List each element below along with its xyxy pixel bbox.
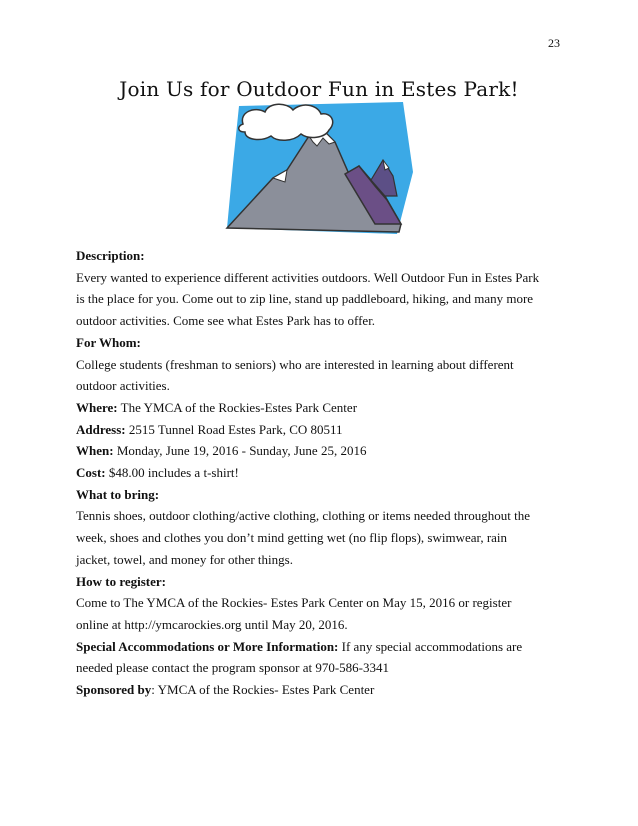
sponsored-label: Sponsored by <box>76 682 152 698</box>
where-row <box>76 397 566 419</box>
what-to-bring-heading: What to bring: <box>76 486 160 502</box>
page-number: 23 <box>548 36 560 50</box>
when-label: When: <box>76 443 114 459</box>
description-line: outdoor activities. Come see what Estes Park has to offer. <box>76 313 376 329</box>
description-heading: Description: <box>76 248 145 263</box>
special-label: Special Accommodations or More Information: <box>76 638 339 654</box>
how-to-register-line: online at http://ymcarockies.org until May 20, 2016. <box>76 616 348 632</box>
what-to-bring-line: jacket, towel, and money for other things. <box>76 551 293 567</box>
sponsored-value: : YMCA of the Rockies- Estes Park Center <box>151 682 375 698</box>
special-value: If any special accommodations are <box>338 638 523 654</box>
special-row <box>76 636 566 658</box>
where-label: Where: <box>76 399 118 415</box>
what-to-bring-line: Tennis shoes, outdoor clothing/active clothing, clothing or items needed throughout the <box>76 508 531 524</box>
when-value: Monday, June 19, 2016 - Sunday, June 25, 2016 <box>113 443 367 459</box>
when-row <box>76 440 566 462</box>
for-whom-line: College students (freshman to seniors) who are interested in learning about different <box>76 356 514 372</box>
special-value-line: needed please contact the program sponsor at 970-586-3341 <box>76 660 389 676</box>
address-row <box>76 419 566 441</box>
for-whom-heading: For Whom: <box>76 334 141 350</box>
for-whom-line: outdoor activities. <box>76 378 170 394</box>
description-line: Every wanted to experience different activities outdoors. Well Outdoor Fun in Estes Park <box>76 269 540 285</box>
where-value: The YMCA of the Rockies-Estes Park Center <box>117 399 358 415</box>
page-title: Join Us for Outdoor Fun in Estes Park! <box>119 77 519 101</box>
cost-label: Cost: <box>76 465 106 481</box>
cost-value: $48.00 includes a t-shirt! <box>105 465 239 481</box>
address-value: 2515 Tunnel Road Estes Park, CO 80511 <box>125 421 343 437</box>
cost-row <box>76 462 566 484</box>
what-to-bring-line: week, shoes and clothes you don’t mind getting wet (no flip flops), swimwear, rain <box>76 530 508 546</box>
how-to-register-line: Come to The YMCA of the Rockies- Estes Park Center on May 15, 2016 or register <box>76 595 512 611</box>
address-label: Address: <box>76 421 126 437</box>
document-body <box>76 245 566 701</box>
description-line: is the place for you. Come out to zip line, stand up paddleboard, hiking, and many more <box>76 291 534 307</box>
how-to-register-heading: How to register: <box>76 573 167 589</box>
sponsored-row <box>76 679 566 701</box>
mountains-with-cloud-icon <box>225 100 413 234</box>
